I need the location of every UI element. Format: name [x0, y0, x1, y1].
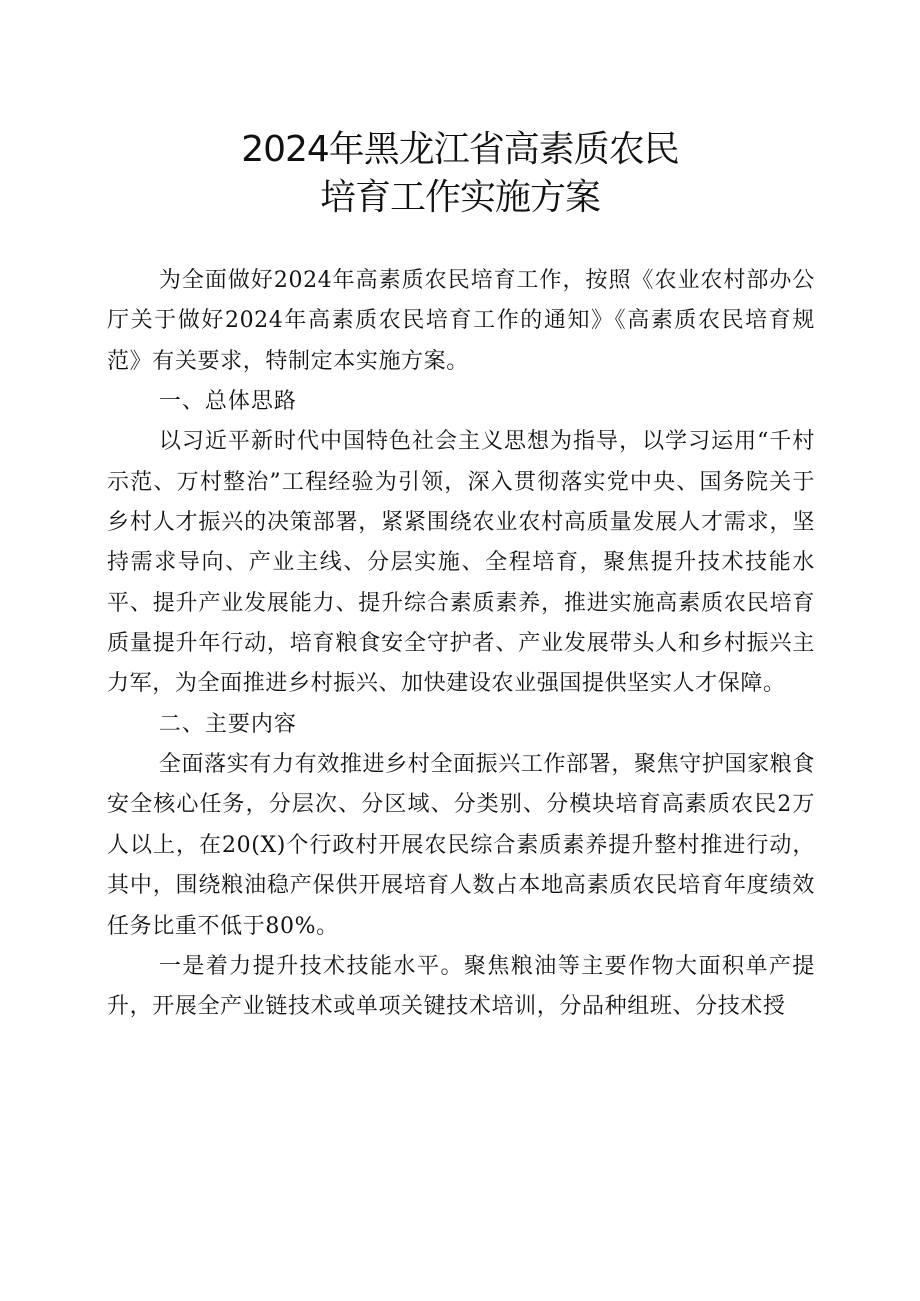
- section-heading-main-content: 二、主要内容: [158, 711, 297, 737]
- document-title-line-1: 2024年黑龙江省高素质农民: [241, 129, 679, 170]
- intro-paragraph: 为全面做好2024年高素质农民培育工作，按照《农业农村部办公厅关于做好2024年高素质农民培育工作的通知》《高素质农民培育规范》有关要求，特制定本实施方案。: [107, 268, 815, 374]
- section-heading-overall-approach: 一、总体思路: [158, 389, 297, 415]
- main-content-paragraph: 全面落实有力有效推进乡村全面振兴工作部署，聚焦守护国家粮食安全核心任务，分层次、分区域、分类别、分模块培育高素质农民2万人以上，在20(X)个行政村开展农民综合素质素养提升整村推进行动，其中，围绕粮油稳产保供开展培育人数占本地高素质农民培育年度绩效任务比重不低于80%。: [107, 752, 815, 939]
- document-body: [107, 261, 815, 1028]
- overall-approach-paragraph: 以习近平新时代中国特色社会主义思想为指导，以学习运用“千村示范、万村整治”工程经验为引领，深入贯彻落实党中央、国务院关于乡村人才振兴的决策部署，紧紧围绕农业农村高质量发展人才需求，坚持需求导向、产业主线、分层实施、全程培育，聚焦提升技术技能水平、提升产业发展能力、提升综合素质素养，推进实施高素质农民培育质量提升年行动，培育粮食安全守护者、产业发展带头人和乡村振兴主力军，为全面推进乡村振兴、加快建设农业强国提供坚实人才保障。: [107, 429, 815, 697]
- skills-improvement-paragraph: 一是着力提升技术技能水平。聚焦粮油等主要作物大面积单产提升，开展全产业链技术或单项关键技术培训，分品种组班、分技术授: [107, 953, 815, 1020]
- document-title-line-2: 培育工作实施方案: [319, 177, 600, 218]
